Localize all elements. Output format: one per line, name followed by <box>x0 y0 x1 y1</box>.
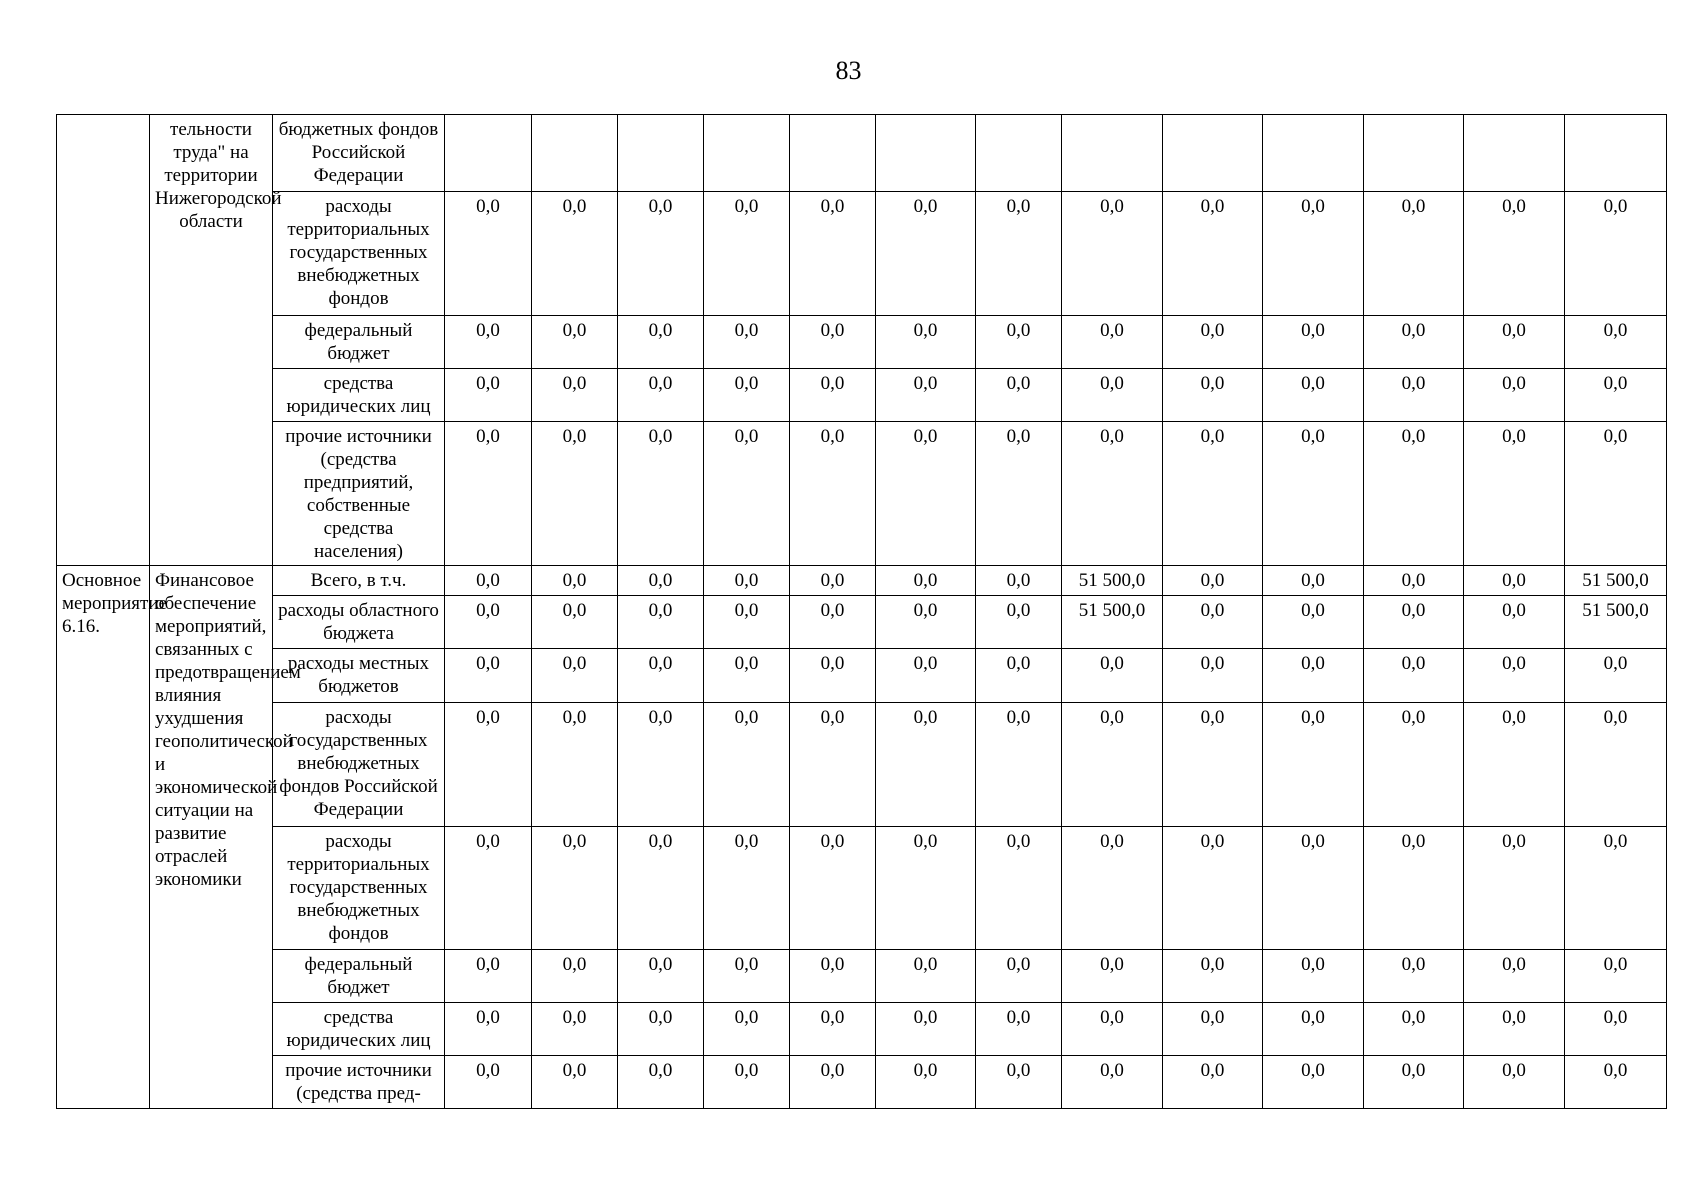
value-cell <box>618 115 704 192</box>
table-row <box>57 950 1667 1003</box>
value-cell: 0,0 <box>618 566 704 596</box>
funding-source-cell: прочие источники (средства пред- <box>273 1056 445 1109</box>
value-cell: 0,0 <box>445 827 532 950</box>
value-cell: 0,0 <box>1263 827 1364 950</box>
value-cell: 0,0 <box>445 422 532 566</box>
value-cell: 0,0 <box>532 950 618 1003</box>
value-cell: 0,0 <box>1062 649 1163 703</box>
value-cell: 0,0 <box>704 950 790 1003</box>
value-cell: 0,0 <box>1163 422 1263 566</box>
value-cell: 0,0 <box>790 566 876 596</box>
value-cell <box>704 115 790 192</box>
value-cell: 0,0 <box>618 1003 704 1056</box>
value-cell: 0,0 <box>1464 192 1565 316</box>
value-cell: 0,0 <box>1364 950 1464 1003</box>
table-body <box>57 115 1667 1109</box>
value-cell: 0,0 <box>445 566 532 596</box>
value-cell: 0,0 <box>704 703 790 827</box>
value-cell: 0,0 <box>876 566 976 596</box>
value-cell: 0,0 <box>876 596 976 649</box>
value-cell: 0,0 <box>1565 827 1667 950</box>
value-cell: 0,0 <box>1263 703 1364 827</box>
value-cell: 0,0 <box>618 1056 704 1109</box>
table-row <box>57 422 1667 566</box>
table-row <box>57 596 1667 649</box>
budget-table <box>56 114 1667 1109</box>
value-cell: 0,0 <box>1062 316 1163 369</box>
value-cell: 0,0 <box>618 369 704 422</box>
value-cell: 0,0 <box>790 1003 876 1056</box>
value-cell: 0,0 <box>1263 1056 1364 1109</box>
value-cell: 0,0 <box>532 1056 618 1109</box>
value-cell: 0,0 <box>790 596 876 649</box>
funding-source-cell: расходы государственных внебюджетных фондов Российской Федерации <box>273 703 445 827</box>
value-cell: 0,0 <box>1263 1003 1364 1056</box>
funding-source-cell: федеральный бюджет <box>273 316 445 369</box>
value-cell: 0,0 <box>1163 192 1263 316</box>
value-cell: 0,0 <box>876 827 976 950</box>
value-cell <box>976 115 1062 192</box>
value-cell: 0,0 <box>976 950 1062 1003</box>
value-cell: 0,0 <box>704 422 790 566</box>
value-cell: 0,0 <box>1163 369 1263 422</box>
value-cell <box>1062 115 1163 192</box>
value-cell: 0,0 <box>445 1003 532 1056</box>
value-cell: 0,0 <box>790 703 876 827</box>
value-cell: 0,0 <box>532 192 618 316</box>
table-row <box>57 316 1667 369</box>
value-cell: 0,0 <box>704 649 790 703</box>
value-cell: 0,0 <box>976 566 1062 596</box>
value-cell: 0,0 <box>618 703 704 827</box>
funding-source-cell: федеральный бюджет <box>273 950 445 1003</box>
page-number: 83 <box>835 56 862 85</box>
funding-source-cell: бюджетных фондов Российской Федерации <box>273 115 445 192</box>
value-cell: 0,0 <box>1464 827 1565 950</box>
value-cell: 0,0 <box>704 316 790 369</box>
value-cell: 0,0 <box>532 649 618 703</box>
value-cell: 0,0 <box>1364 596 1464 649</box>
value-cell <box>1565 115 1667 192</box>
value-cell: 0,0 <box>618 649 704 703</box>
value-cell: 0,0 <box>618 422 704 566</box>
value-cell: 0,0 <box>1163 703 1263 827</box>
value-cell: 0,0 <box>532 1003 618 1056</box>
value-cell: 0,0 <box>1263 192 1364 316</box>
value-cell: 0,0 <box>1464 566 1565 596</box>
value-cell: 0,0 <box>532 369 618 422</box>
value-cell: 0,0 <box>1464 422 1565 566</box>
activity-name-cell: Финансовое обеспечение мероприятий, связанных с предотвращением влияния ухудшения геополитической и экономической ситуации на развитие отраслей экономики <box>150 566 273 1109</box>
value-cell: 0,0 <box>1062 369 1163 422</box>
funding-source-cell: расходы территориальных государственных внебюджетных фондов <box>273 192 445 316</box>
table-row <box>57 369 1667 422</box>
value-cell: 0,0 <box>618 950 704 1003</box>
value-cell: 0,0 <box>1565 192 1667 316</box>
value-cell: 0,0 <box>1263 422 1364 566</box>
value-cell <box>532 115 618 192</box>
value-cell: 0,0 <box>790 827 876 950</box>
value-cell: 0,0 <box>704 566 790 596</box>
value-cell: 0,0 <box>1464 950 1565 1003</box>
value-cell: 0,0 <box>1364 1003 1464 1056</box>
value-cell: 0,0 <box>1565 316 1667 369</box>
value-cell: 0,0 <box>1464 596 1565 649</box>
funding-source-cell: расходы областного бюджета <box>273 596 445 649</box>
table-row <box>57 566 1667 596</box>
value-cell: 0,0 <box>976 649 1062 703</box>
value-cell: 0,0 <box>532 703 618 827</box>
value-cell: 0,0 <box>704 596 790 649</box>
value-cell: 0,0 <box>976 316 1062 369</box>
table-row <box>57 827 1667 950</box>
value-cell: 0,0 <box>445 316 532 369</box>
value-cell: 0,0 <box>704 192 790 316</box>
value-cell: 0,0 <box>1263 950 1364 1003</box>
value-cell <box>445 115 532 192</box>
table-row <box>57 1003 1667 1056</box>
value-cell: 0,0 <box>876 369 976 422</box>
funding-source-cell: расходы местных бюджетов <box>273 649 445 703</box>
value-cell: 0,0 <box>1263 566 1364 596</box>
value-cell: 0,0 <box>876 422 976 566</box>
value-cell: 0,0 <box>1163 1056 1263 1109</box>
value-cell: 0,0 <box>1464 369 1565 422</box>
value-cell: 0,0 <box>1464 1056 1565 1109</box>
value-cell: 0,0 <box>1163 950 1263 1003</box>
value-cell: 0,0 <box>876 1003 976 1056</box>
funding-source-cell: средства юридических лиц <box>273 369 445 422</box>
value-cell: 0,0 <box>1364 703 1464 827</box>
value-cell <box>1464 115 1565 192</box>
value-cell: 0,0 <box>1062 703 1163 827</box>
value-cell: 0,0 <box>876 316 976 369</box>
value-cell: 0,0 <box>976 703 1062 827</box>
activity-code-cell: Основное мероприятие 6.16. <box>57 566 150 1109</box>
value-cell: 0,0 <box>618 192 704 316</box>
value-cell: 0,0 <box>704 1056 790 1109</box>
value-cell: 0,0 <box>1364 827 1464 950</box>
table-row <box>57 703 1667 827</box>
value-cell: 51 500,0 <box>1565 566 1667 596</box>
value-cell <box>876 115 976 192</box>
table-row <box>57 115 1667 192</box>
value-cell: 0,0 <box>976 596 1062 649</box>
value-cell <box>1364 115 1464 192</box>
value-cell: 0,0 <box>790 192 876 316</box>
value-cell: 0,0 <box>790 316 876 369</box>
value-cell: 0,0 <box>1364 316 1464 369</box>
value-cell: 51 500,0 <box>1565 596 1667 649</box>
value-cell: 0,0 <box>1062 192 1163 316</box>
value-cell: 0,0 <box>1364 649 1464 703</box>
value-cell: 0,0 <box>1364 369 1464 422</box>
table-row <box>57 192 1667 316</box>
value-cell <box>1263 115 1364 192</box>
value-cell: 0,0 <box>1364 422 1464 566</box>
value-cell: 0,0 <box>1565 649 1667 703</box>
value-cell: 0,0 <box>1464 703 1565 827</box>
value-cell: 0,0 <box>1163 316 1263 369</box>
value-cell: 0,0 <box>445 369 532 422</box>
value-cell: 0,0 <box>790 649 876 703</box>
funding-source-cell: прочие источники (средства предприятий, собственные средства населения) <box>273 422 445 566</box>
value-cell: 0,0 <box>1464 316 1565 369</box>
value-cell: 0,0 <box>445 703 532 827</box>
value-cell: 0,0 <box>445 192 532 316</box>
value-cell: 0,0 <box>876 703 976 827</box>
value-cell: 0,0 <box>1062 1056 1163 1109</box>
value-cell: 0,0 <box>1565 1003 1667 1056</box>
value-cell: 0,0 <box>618 316 704 369</box>
value-cell: 0,0 <box>1062 950 1163 1003</box>
value-cell: 0,0 <box>976 369 1062 422</box>
value-cell: 0,0 <box>1062 1003 1163 1056</box>
value-cell: 0,0 <box>1464 1003 1565 1056</box>
table-row <box>57 1056 1667 1109</box>
value-cell: 0,0 <box>618 827 704 950</box>
value-cell: 0,0 <box>790 369 876 422</box>
value-cell: 0,0 <box>532 422 618 566</box>
value-cell: 0,0 <box>976 827 1062 950</box>
funding-source-cell: Всего, в т.ч. <box>273 566 445 596</box>
value-cell: 51 500,0 <box>1062 566 1163 596</box>
value-cell: 0,0 <box>1263 316 1364 369</box>
value-cell: 0,0 <box>976 1003 1062 1056</box>
value-cell: 0,0 <box>876 649 976 703</box>
value-cell: 0,0 <box>1163 566 1263 596</box>
value-cell: 0,0 <box>1263 596 1364 649</box>
value-cell: 0,0 <box>1565 703 1667 827</box>
value-cell: 0,0 <box>1364 566 1464 596</box>
value-cell: 0,0 <box>1364 1056 1464 1109</box>
value-cell: 0,0 <box>876 1056 976 1109</box>
value-cell: 0,0 <box>532 566 618 596</box>
value-cell: 0,0 <box>1565 369 1667 422</box>
value-cell: 0,0 <box>876 192 976 316</box>
value-cell: 0,0 <box>1062 827 1163 950</box>
value-cell: 0,0 <box>790 422 876 566</box>
value-cell: 0,0 <box>976 192 1062 316</box>
value-cell: 0,0 <box>1565 950 1667 1003</box>
value-cell: 0,0 <box>1062 422 1163 566</box>
value-cell <box>790 115 876 192</box>
funding-source-cell: расходы территориальных государственных внебюджетных фондов <box>273 827 445 950</box>
value-cell: 0,0 <box>1163 596 1263 649</box>
value-cell: 0,0 <box>1263 649 1364 703</box>
value-cell: 0,0 <box>445 1056 532 1109</box>
value-cell: 0,0 <box>1163 827 1263 950</box>
value-cell: 0,0 <box>1565 1056 1667 1109</box>
value-cell: 0,0 <box>1163 1003 1263 1056</box>
value-cell: 0,0 <box>790 950 876 1003</box>
value-cell: 0,0 <box>1364 192 1464 316</box>
value-cell: 0,0 <box>704 1003 790 1056</box>
activity-code-cell <box>57 115 150 566</box>
value-cell: 0,0 <box>445 950 532 1003</box>
value-cell: 0,0 <box>1263 369 1364 422</box>
value-cell: 0,0 <box>790 1056 876 1109</box>
value-cell: 51 500,0 <box>1062 596 1163 649</box>
value-cell: 0,0 <box>1565 422 1667 566</box>
value-cell: 0,0 <box>445 649 532 703</box>
value-cell: 0,0 <box>704 369 790 422</box>
activity-name-cell: тельности труда" на территории Нижегородской области <box>150 115 273 566</box>
value-cell: 0,0 <box>618 596 704 649</box>
value-cell: 0,0 <box>445 596 532 649</box>
value-cell: 0,0 <box>876 950 976 1003</box>
value-cell: 0,0 <box>532 316 618 369</box>
value-cell: 0,0 <box>704 827 790 950</box>
value-cell <box>1163 115 1263 192</box>
value-cell: 0,0 <box>532 596 618 649</box>
funding-source-cell: средства юридических лиц <box>273 1003 445 1056</box>
value-cell: 0,0 <box>532 827 618 950</box>
value-cell: 0,0 <box>976 1056 1062 1109</box>
value-cell: 0,0 <box>976 422 1062 566</box>
value-cell: 0,0 <box>1464 649 1565 703</box>
value-cell: 0,0 <box>1163 649 1263 703</box>
